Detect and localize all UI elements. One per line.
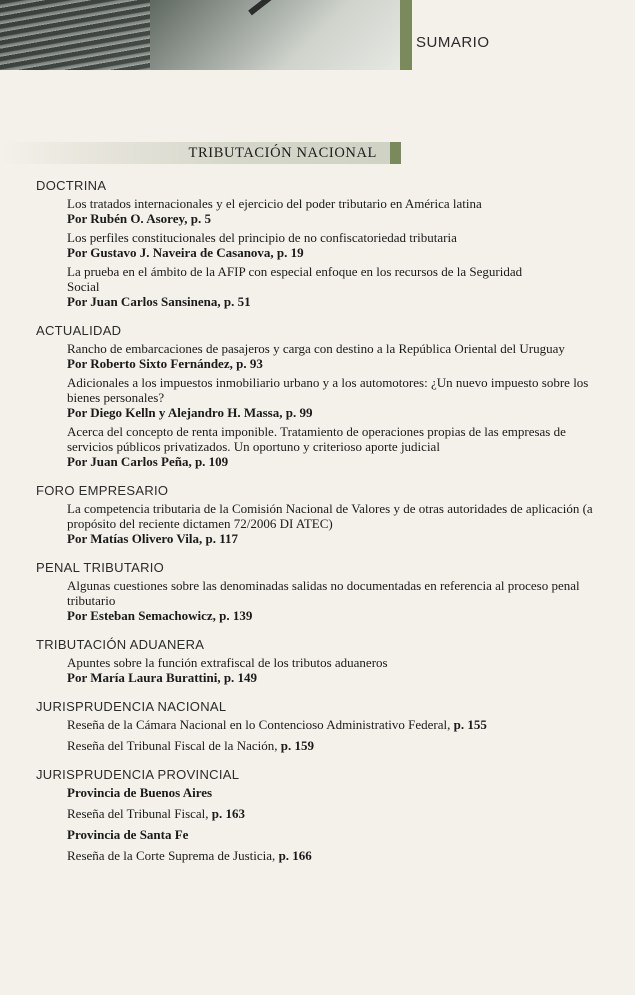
toc-entry bbox=[67, 578, 606, 623]
entry-author: Por Gustavo J. Naveira de Casanova, p. 19 bbox=[67, 245, 304, 260]
books-image bbox=[0, 0, 150, 70]
entry-title: Reseña del Tribunal Fiscal de la Nación, bbox=[67, 738, 278, 753]
toc-entry bbox=[67, 717, 606, 732]
category-heading: PENAL TRIBUTARIO bbox=[36, 560, 165, 575]
section-accent-bar bbox=[390, 142, 401, 164]
entry-title: Reseña de la Corte Suprema de Justicia, bbox=[67, 848, 276, 863]
toc-section bbox=[36, 637, 606, 685]
entry-title: Apuntes sobre la función extrafiscal de los tributos aduaneros bbox=[67, 655, 388, 670]
entry-author: Por Matías Olivero Vila, p. 117 bbox=[67, 531, 239, 546]
toc-section bbox=[36, 560, 606, 623]
toc-entry bbox=[67, 806, 606, 821]
entry-author: Por Esteban Semachowicz, p. 139 bbox=[67, 608, 253, 623]
entry-title: La prueba en el ámbito de la AFIP con especial enfoque en los recursos de la Seguridad Social bbox=[67, 264, 523, 294]
entry-page: p. 155 bbox=[453, 717, 487, 732]
toc-entry bbox=[67, 196, 606, 226]
entry-author: Por Rubén O. Asorey, p. 5 bbox=[67, 211, 211, 226]
summary-title: SUMARIO bbox=[416, 34, 490, 51]
toc-entry bbox=[67, 375, 606, 420]
entry-author: Por Juan Carlos Peña, p. 109 bbox=[67, 454, 229, 469]
entry-author: Por María Laura Burattini, p. 149 bbox=[67, 670, 258, 685]
entry-author: Por Diego Kelln y Alejandro H. Massa, p. 99 bbox=[67, 405, 313, 420]
entry-title: Los tratados internacionales y el ejercicio del poder tributario en América latina bbox=[67, 196, 482, 211]
entry-title: Algunas cuestiones sobre las denominadas salidas no documentadas en referencia al proceso penal tributario bbox=[67, 578, 580, 608]
header-photo bbox=[0, 0, 400, 70]
toc-entry bbox=[67, 738, 606, 753]
table-of-contents bbox=[36, 178, 606, 869]
category-heading: JURISPRUDENCIA PROVINCIAL bbox=[36, 767, 240, 782]
entry-title: Reseña del Tribunal Fiscal, bbox=[67, 806, 209, 821]
entry-page: p. 159 bbox=[280, 738, 314, 753]
entry-page: p. 166 bbox=[278, 848, 312, 863]
toc-section bbox=[36, 178, 606, 309]
category-heading: ACTUALIDAD bbox=[36, 323, 122, 338]
section-title: TRIBUTACIÓN NACIONAL bbox=[188, 145, 377, 161]
province-heading bbox=[67, 827, 606, 842]
toc-entry bbox=[67, 424, 606, 469]
entry-title: La competencia tributaria de la Comisión Nacional de Valores y de otras autoridades de aplicación (a propósito del reciente dictamen 72/2006 DI ATEC) bbox=[67, 501, 593, 531]
toc-section bbox=[36, 767, 606, 863]
toc-entry bbox=[67, 655, 606, 685]
entry-page: p. 163 bbox=[211, 806, 246, 821]
category-heading: JURISPRUDENCIA NACIONAL bbox=[36, 699, 227, 714]
entry-title: Los perfiles constitucionales del principio de no confiscatoriedad tributaria bbox=[67, 230, 457, 245]
province-heading bbox=[67, 785, 606, 800]
header-accent-bar bbox=[400, 0, 412, 70]
toc-entry bbox=[67, 501, 606, 546]
toc-entry bbox=[67, 264, 527, 309]
category-heading: FORO EMPRESARIO bbox=[36, 483, 169, 498]
entry-author: Por Roberto Sixto Fernández, p. 93 bbox=[67, 356, 263, 371]
fountain-pen-image bbox=[248, 0, 400, 15]
toc-section bbox=[36, 483, 606, 546]
toc-section bbox=[36, 699, 606, 753]
province-name: Provincia de Santa Fe bbox=[67, 827, 189, 842]
province-name: Provincia de Buenos Aires bbox=[67, 785, 213, 800]
entry-title: Acerca del concepto de renta imponible. Tratamiento de operaciones propias de las empresas de servicios públicos privatizados. Un oportuno y criterioso aporte judicial bbox=[67, 424, 566, 454]
toc-entry bbox=[67, 848, 606, 863]
entry-title: Rancho de embarcaciones de pasajeros y carga con destino a la República Oriental del Uruguay bbox=[67, 341, 565, 356]
toc-entry bbox=[67, 341, 606, 371]
entry-title: Reseña de la Cámara Nacional en lo Contencioso Administrativo Federal, bbox=[67, 717, 451, 732]
toc-section bbox=[36, 323, 606, 469]
category-heading: TRIBUTACIÓN ADUANERA bbox=[36, 637, 205, 652]
category-heading: DOCTRINA bbox=[36, 178, 107, 193]
toc-entry bbox=[67, 230, 606, 260]
entry-title: Adicionales a los impuestos inmobiliario urbano y a los automotores: ¿Un nuevo impuesto sobre los bienes personales? bbox=[67, 375, 589, 405]
entry-author: Por Juan Carlos Sansinena, p. 51 bbox=[67, 294, 251, 309]
